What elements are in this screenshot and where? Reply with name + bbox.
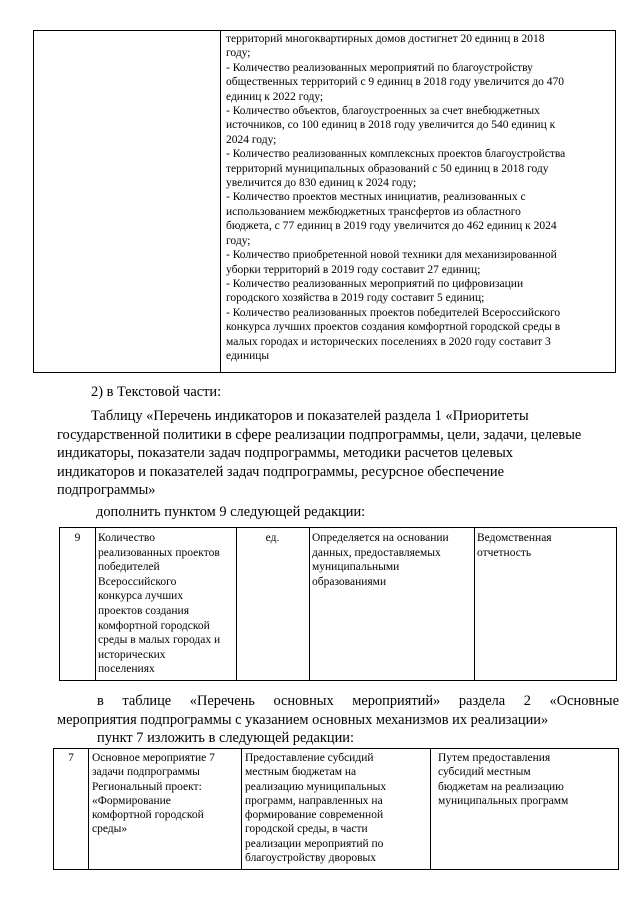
paragraph-line: мероприятия подпрограммы с указанием основных механизмов их реализации» <box>57 711 549 728</box>
indicators-cell-text <box>226 32 612 363</box>
cell-line: благоустройству дворовых <box>245 852 376 865</box>
word: 2 <box>523 693 531 709</box>
source-cell <box>474 527 617 681</box>
cell-line: муниципальных программ <box>438 794 569 807</box>
table-line: - Количество реализованных мероприятий по благоустройству <box>226 61 533 74</box>
cell-line: данных, предоставляемых <box>312 546 441 559</box>
cell-line: поселениях <box>98 663 155 676</box>
cell-line: среды в малых городах и <box>98 634 221 647</box>
cell-line: отчетность <box>477 546 532 559</box>
cell-line: программ, направленных на <box>245 794 383 807</box>
main-activities-table <box>53 748 619 870</box>
table-line: городского хозяйства в 2019 году составит 5 единиц; <box>226 292 485 305</box>
table-line: году; <box>226 47 251 60</box>
table-line: - Количество объектов, благоустроенных за счет внебюджетных <box>226 105 540 118</box>
table-line: - Количество реализованных комплексных проектов благоустройства <box>226 148 566 161</box>
cell-line: Путем предоставления <box>438 752 551 764</box>
paragraph-line: Таблицу «Перечень индикаторов и показателей раздела 1 «Приоритеты <box>91 408 529 424</box>
cell-line: комфортной городской <box>92 809 204 822</box>
section-heading: 2) в Текстовой части: <box>91 384 222 400</box>
cell-line: конкурса лучших <box>98 590 184 603</box>
word: в <box>97 693 104 709</box>
cell-line: комфортной городской <box>98 619 210 632</box>
cell-line: Количество <box>98 532 155 544</box>
table-line: бюджета, с 77 единиц в 2019 году увеличится до 462 единиц к 2024 <box>226 220 557 233</box>
cell-line: Региональный проект: <box>92 780 202 793</box>
table-line: увеличится до 830 единиц к 2024 году; <box>226 177 417 190</box>
table-column-divider <box>220 31 221 372</box>
table-line: - Количество реализованных проектов победителей Всероссийского <box>226 306 561 319</box>
table-line: единиц к 2022 году; <box>226 90 324 103</box>
cell-line: Определяется на основании <box>312 532 449 544</box>
table-line: году; <box>226 234 251 247</box>
cell-line: проектов создания <box>98 604 190 617</box>
cell-line: формирование современной <box>245 809 384 822</box>
table-line: территорий муниципальных образований с 50 единиц в 2018 году <box>226 162 549 175</box>
cell-line: бюджетам на реализацию <box>438 780 564 793</box>
cell-line: местным бюджетам на <box>245 766 357 779</box>
cell-line: субсидий местным <box>438 766 531 779</box>
word: «Перечень <box>189 693 255 709</box>
method-cell <box>309 527 475 681</box>
cell-line: исторических <box>98 648 166 661</box>
table-line: - Количество приобретенной новой техники для механизированной <box>226 249 557 262</box>
cell-line: реализацию муниципальных <box>245 780 387 793</box>
table-line: конкурса лучших проектов создания комфортной городской среды в <box>226 321 561 334</box>
cell-line: муниципальными <box>312 561 400 574</box>
cell-line: «Формирование <box>92 794 171 807</box>
table-line: территорий многоквартирных домов достигнет 20 единиц в 2018 <box>226 33 545 45</box>
cell-line: задачи подпрограммы <box>92 766 200 779</box>
word: основных <box>273 693 334 709</box>
cell-line: Всероссийского <box>98 575 177 588</box>
table-line: - Количество проектов местных инициатив, реализованных с <box>226 191 526 204</box>
paragraph-line <box>57 692 619 711</box>
word: мероприятий» <box>352 693 441 709</box>
table-line: использованием межбюджетных трансфертов из областного <box>226 205 521 218</box>
cell-line: среды» <box>92 823 128 836</box>
paragraph-line: государственной политики в сфере реализации подпрограммы, цели, задачи, целевые <box>57 426 582 443</box>
indicators-table-continuation <box>33 30 616 373</box>
row-number-cell: 7 <box>53 748 89 870</box>
cell-line: образованиями <box>312 575 387 588</box>
table-line: единицы <box>226 349 270 362</box>
cell-line: Предоставление субсидий <box>245 752 374 764</box>
table-line: малых городах и исторических поселениях в 2020 году составит 3 <box>226 335 551 348</box>
unit-cell: ед. <box>236 527 310 681</box>
cell-line: Ведомственная <box>477 532 552 544</box>
word: таблице <box>122 693 172 709</box>
mechanism-cell <box>430 748 619 870</box>
table-line: общественных территорий с 9 единиц в 2018 году увеличится до 470 <box>226 76 565 89</box>
paragraph-line: подпрограммы» <box>57 482 156 499</box>
amendment-instruction: дополнить пунктом 9 следующей редакции: <box>96 504 366 520</box>
indicator-row-table <box>59 527 617 681</box>
paragraph-line: индикаторы, показатели задач подпрограммы, методики расчетов целевых <box>57 445 513 462</box>
row-number-cell: 9 <box>59 527 96 681</box>
cell-line: Основное мероприятие 7 <box>92 752 215 764</box>
cell-line: городской среды, в части <box>245 823 368 836</box>
cell-line: реализации мероприятий по <box>245 837 384 850</box>
cell-line: реализованных проектов <box>98 546 220 559</box>
word: раздела <box>458 693 506 709</box>
amendment-paragraph <box>57 407 619 500</box>
activity-description-cell <box>241 748 431 870</box>
word: «Основные <box>549 693 619 709</box>
table-line: - Количество реализованных мероприятий по цифровизации <box>226 277 524 290</box>
table-line: источников, со 100 единиц в 2018 году увеличится до 540 единиц к <box>226 119 556 132</box>
paragraph-line: индикаторов и показателей задач подпрограммы, ресурсное обеспечение <box>57 463 504 480</box>
amendment-paragraph-2 <box>57 692 619 748</box>
table-line: 2024 году; <box>226 133 277 146</box>
cell-line: победителей <box>98 561 160 574</box>
paragraph-line: пункт 7 изложить в следующей редакции: <box>97 730 354 747</box>
table-line: уборки территорий в 2019 году составит 27 единиц; <box>226 263 481 276</box>
activity-name-cell <box>88 748 242 870</box>
indicator-name-cell <box>95 527 237 681</box>
